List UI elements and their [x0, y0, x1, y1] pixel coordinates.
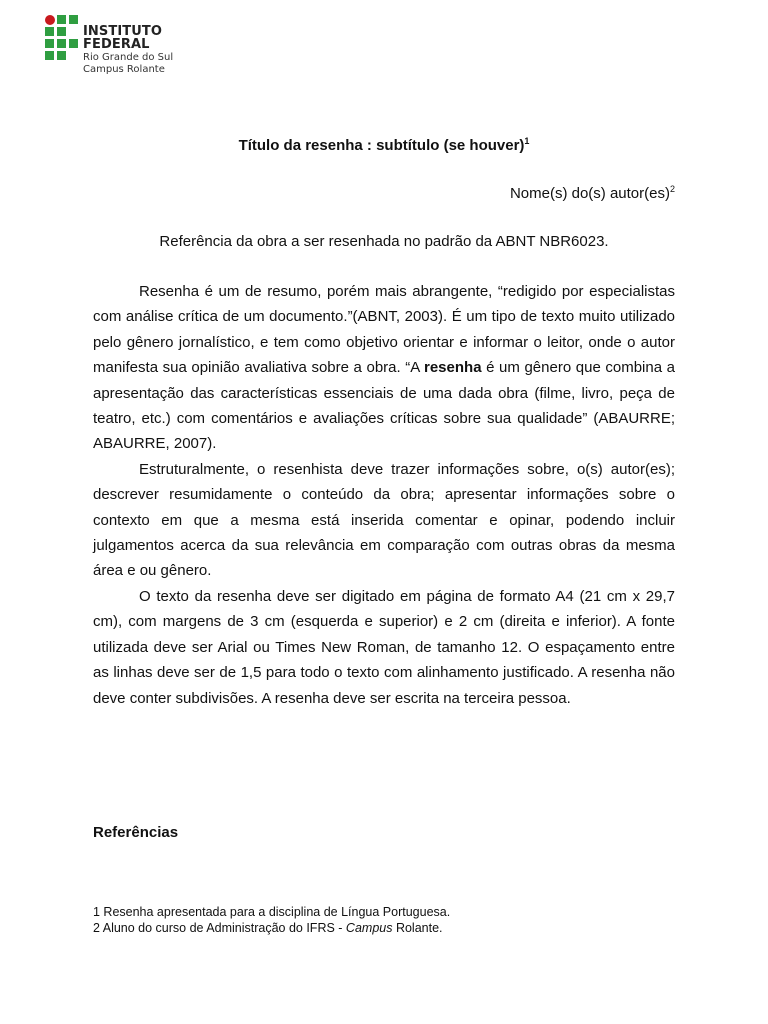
- review-body: [93, 279, 675, 711]
- logo-red-dot: [45, 15, 55, 25]
- ifrs-logo: [45, 15, 225, 75]
- logo-square: [45, 27, 54, 36]
- footnote-2-italic: Campus: [345, 920, 393, 935]
- bold-term: resenha: [424, 359, 482, 377]
- logo-square: [57, 51, 66, 60]
- footnote-1: 1 Resenha apresentada para a disciplina de Língua Portuguesa.: [93, 905, 451, 919]
- logo-subtitle-state: Rio Grande do Sul: [83, 52, 174, 63]
- logo-square: [57, 27, 66, 36]
- logo-square: [69, 39, 78, 48]
- logo-square: [45, 39, 54, 48]
- paragraph-1: [93, 279, 675, 457]
- logo-name: INSTITUTO FEDERAL: [83, 24, 163, 52]
- logo-subtitle-campus: Campus Rolante: [83, 64, 165, 75]
- paragraph-2: Estruturalmente, o resenhista deve trazer informações sobre, o(s) autor(es); descrever resumidamente o conteúdo da obra; apresentar informações sobre o contexto em que a mesma está inserida comentar e opinar, podendo incluir julgamentos acerca da sua relevância em comparação com outras obras da mesma área e ou gênero.: [93, 460, 675, 580]
- author-name: Nome(s) do(s) autor(es): [509, 185, 670, 202]
- logo-square: [69, 15, 78, 24]
- author-line: [93, 185, 675, 202]
- review-title-text: Título da resenha : subtítulo (se houver): [238, 137, 525, 154]
- author-footnote-marker: 2: [669, 184, 675, 194]
- logo-square: [57, 15, 66, 24]
- work-reference: Referência da obra a ser resenhada no padrão da ABNT NBR6023.: [159, 233, 609, 250]
- paragraph-1-start: Resenha é um de resumo, porém mais abrangente, “redigido por especialistas com análise crítica de um documento.”(ABNT, 2003). É um tipo de texto muito utilizado pelo gênero jornalístico, e tem como objetivo orientar e informar o leitor, onde o autor manifesta sua opinião avaliativa sobre a obra. “A: [93, 283, 675, 377]
- references-heading: Referências: [93, 824, 179, 841]
- review-title: [93, 137, 675, 154]
- paragraph-1-end: é um gênero que combina a apresentação das características essenciais de uma dada obra (filme, livro, peça de teatro, etc.) com comentários e avaliações críticas sobre sua qualidade” (ABAURRE; ABAURRE, 2007).: [93, 359, 675, 453]
- footnote-2-end: Rolante.: [392, 920, 443, 935]
- footnotes: [93, 905, 450, 936]
- logo-square: [45, 51, 54, 60]
- logo-mark-icon: [45, 15, 79, 63]
- paragraph-3: O texto da resenha deve ser digitado em página de formato A4 (21 cm x 29,7 cm), com margens de 3 cm (esquerda e superior) e 2 cm (direita e inferior). A fonte utilizada deve ser Arial ou Times New Roman, de tamanho 12. O espaçamento entre as linhas deve ser de 1,5 para todo o texto com alinhamento justificado. A resenha não deve conter subdivisões. A resenha deve ser escrita na terceira pessoa.: [93, 587, 675, 707]
- title-footnote-marker: 1: [524, 136, 530, 146]
- footnote-2-start: 2 Aluno do curso de Administração do IFRS -: [93, 920, 346, 935]
- logo-text: [83, 25, 225, 75]
- footnote-2: [93, 921, 450, 937]
- logo-square: [57, 39, 66, 48]
